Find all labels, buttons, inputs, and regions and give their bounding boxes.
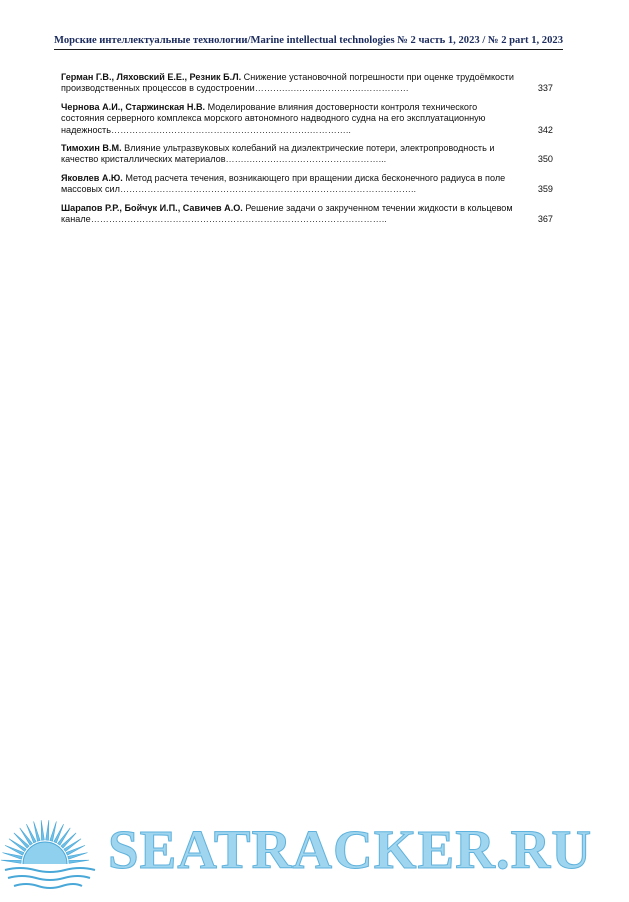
toc-entry[interactable] [61,102,555,136]
toc-title: Метод расчета течения, возникающего при вращении диска бесконечного радиуса в поле массовых сил [61,172,506,195]
dot-leader: ……….….….…..……….….…………… [254,83,409,94]
toc-page-number: 342 [537,124,553,135]
sun-ray [20,828,33,845]
toc-page-number: 367 [537,214,553,225]
dot-leader: …………………………………………………………………………………….. [119,184,416,195]
toc-page-number: 359 [537,184,553,195]
toc-entry-text [61,143,519,166]
issue-number: № 2 часть 1, 2023 / № 2 part 1, 2023 [397,35,563,46]
dot-leader: …………….……………………………….………….………….. [110,124,351,135]
toc-title: Снижение установочной погрешности при оценке трудоёмкости производственных процессов в судостроении [61,72,514,94]
dot-leader: …….….…….……………………………... [225,154,387,165]
sun-ray [14,833,29,848]
sun-ray [61,833,76,848]
toc-entry-text [61,102,519,136]
toc-entry[interactable] [61,72,555,95]
sun-ray [41,820,44,840]
table-of-contents [61,72,555,232]
toc-authors: Чернова А.И., Старжинская Н.В. [61,101,206,112]
sun-ray [64,839,81,852]
toc-entry-text [61,72,519,95]
toc-page-number: 350 [537,154,553,165]
toc-entry[interactable] [61,173,555,196]
toc-page-number: 337 [537,83,553,94]
toc-entry-text [61,203,519,226]
toc-entry[interactable] [61,203,555,226]
dot-leader: …………………………………………………………………………………….. [90,214,387,225]
sun-ray [1,860,21,863]
toc-title: Влияние ультразвуковых колебаний на диэлектрические потери, электропроводность и качество кристаллических материалов [61,143,495,165]
toc-authors: Герман Г.В., Ляховский Е.Е., Резник Б.Л. [61,72,242,82]
toc-entry-text [61,173,519,196]
sun-ray [58,828,71,845]
watermark-text: SEATRACKER.RU [108,819,593,880]
toc-authors: Яковлев А.Ю. [61,172,123,183]
toc-authors: Тимохин В.М. [61,143,122,154]
sun-ray [46,820,49,840]
sun-ray [9,839,26,852]
page-header [54,33,563,50]
toc-title: Моделирование влияния достоверности контроля технического состояния серверного комплекса морского автономного надводного судна на его эксплуатационную надежность [61,101,486,135]
toc-entry[interactable] [61,143,555,166]
toc-title: Решение задачи о закрученном течении жидкости в кольцевом канале [61,202,513,225]
toc-authors: Шарапов Р.Р., Бойчук И.П., Савичев А.О. [61,202,243,213]
journal-title: Морские интеллектуальные технологии/Marine intellectual technologies [54,35,395,46]
sun-ray [69,860,89,863]
